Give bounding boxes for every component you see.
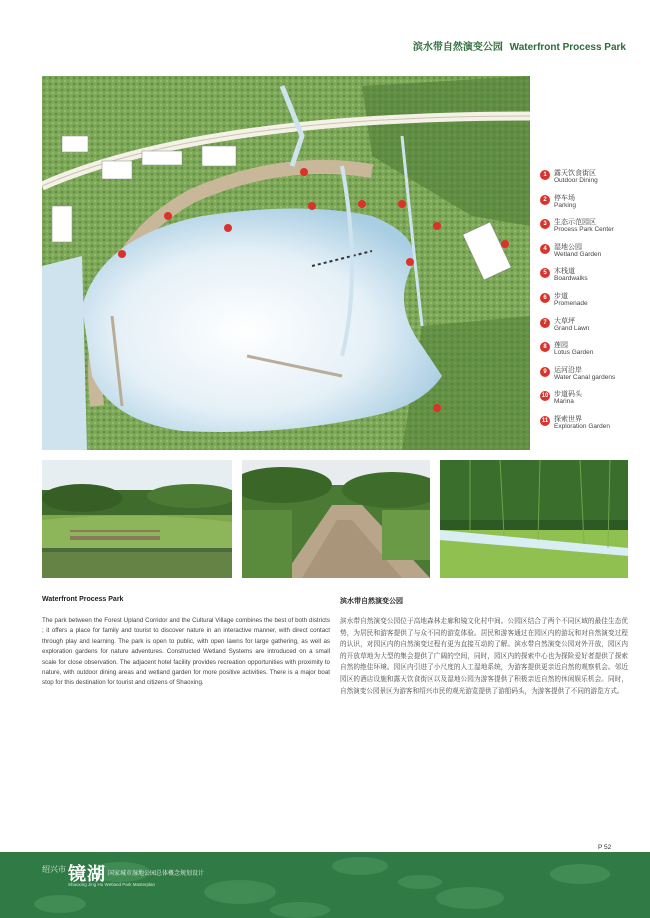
legend-number: 10 xyxy=(541,393,549,400)
legend-item xyxy=(540,414,645,439)
section-title-en: Waterfront Process Park xyxy=(42,596,124,603)
legend-item xyxy=(540,242,645,267)
map-legend xyxy=(540,168,645,439)
master-plan-map xyxy=(42,76,530,450)
legend-item xyxy=(540,340,645,365)
legend-number: 5 xyxy=(540,268,550,278)
legend-label-en: Water Canal gardens xyxy=(554,373,616,381)
legend-label-en: Lotus Garden xyxy=(554,349,594,357)
legend-label-zh: 湿地公园 xyxy=(554,243,582,251)
legend-label-en: Process Park Center xyxy=(554,226,614,234)
legend-label-zh: 步道码头 xyxy=(554,391,582,399)
legend-number: 7 xyxy=(540,318,550,328)
section-body-zh: 滨水带自然演变公园位于高地森林走廊和镜文化村中间。公园区结合了两个不同区域的最佳生态优势，为居民和游客提供了与众不同的游览体验。居民和游客通过在园区内的游玩和对自然演变过程的认识，对园区内的自然演变过程有更为直接互动的了解。滨水带自然演变公园对外开放，园区内的开放草地为大型的集会提供了广阔的空间，同时，园区内的探索中心也为探险爱好者提供了探索自然的绝佳环境。园区内引进了小尺度的人工湿地系统，为游客提供更亲近自然的观察机会。邻近园区的酒店设施和露天饮食街区以及湿地公园为游客提供了积极亲近自然的休闲娱乐机会。同时，自然演变公园景区为游客和绍兴市民的观光游览提供了游船码头，为游客提供了不同的游览方式。 xyxy=(340,618,628,695)
brand-city: 绍兴市 xyxy=(42,865,66,874)
legend-label-en: Marina xyxy=(554,398,574,406)
legend-item xyxy=(540,316,645,341)
photo-wetland-bridge xyxy=(42,460,232,578)
section-title-zh: 滨水带自然演变公园 xyxy=(340,598,403,605)
legend-label-en: Boardwalks xyxy=(554,275,588,283)
legend-label-zh: 木栈道 xyxy=(554,268,575,276)
legend-label-zh: 步道 xyxy=(554,292,568,300)
legend-number: 4 xyxy=(540,244,550,254)
legend-label-zh: 探索世界 xyxy=(554,415,582,423)
legend-label-en: Outdoor Dining xyxy=(554,177,598,184)
legend-item xyxy=(540,266,645,291)
legend-number: 1 xyxy=(540,170,550,180)
legend-label-en: Wetland Garden xyxy=(554,250,602,258)
legend-label-zh: 运河沿岸 xyxy=(554,366,582,374)
legend-item xyxy=(540,389,645,414)
header-title-zh: 滨水带自然演变公园 xyxy=(412,42,503,53)
section-body-en: The park between the Forest Upland Corridor and the Cultural Village combines the best of both districts ; it offers a place for family and tourist to discover nature in an interactive manner, with direct contact through play and learning. The park is open to public, with open lawns for large gathering, as well as exploration gardens for nature adventures. Constructed Wetland Systems are introduced on a small scale for close observation. The adjacent hotel facility provides recreation opportunities with proximity to nature, with outdoor dining areas and wetland garden for more positive activities. There is a major boat stop for this destination for tourist and citizens of Shaoxing. xyxy=(42,617,330,687)
page-number: P 52 xyxy=(598,844,612,851)
header-title-en: Waterfront Process Park xyxy=(509,42,626,53)
legend-item xyxy=(540,365,645,390)
legend-number: 3 xyxy=(540,219,550,229)
legend-item xyxy=(540,168,645,193)
legend-label-en: Exploration Garden xyxy=(554,422,611,430)
legend-label-zh: 停车场 xyxy=(554,194,575,202)
legend-number: 11 xyxy=(541,417,549,424)
legend-item xyxy=(540,217,645,242)
brand-title: 镜湖 xyxy=(68,864,106,884)
photo-boardwalk xyxy=(242,460,430,578)
legend-number: 9 xyxy=(540,367,550,377)
legend-label-zh: 露天饮食街区 xyxy=(554,170,596,177)
legend-label-en: Promenade xyxy=(554,299,588,307)
legend-label-en: Parking xyxy=(554,201,577,209)
legend-label-en: Grand Lawn xyxy=(554,324,590,332)
legend-number: 6 xyxy=(540,293,550,303)
master-plan-drawing xyxy=(42,76,530,450)
brand-subtitle-en: Shaoxing Jing Hu Wetland Park Masterplan xyxy=(68,882,155,887)
legend-item xyxy=(540,193,645,218)
page-header xyxy=(413,38,626,53)
photo-canal-garden xyxy=(440,460,628,578)
legend-label-zh: 莲园 xyxy=(554,342,568,350)
brand-subtitle: 国家城市湿地公园总体概念规划设计 xyxy=(108,871,205,877)
legend-label-zh: 生态示范园区 xyxy=(554,219,596,227)
legend-number: 8 xyxy=(540,342,550,352)
legend-number: 2 xyxy=(540,195,550,205)
legend-label-zh: 大草坪 xyxy=(554,317,575,325)
legend-item xyxy=(540,291,645,316)
